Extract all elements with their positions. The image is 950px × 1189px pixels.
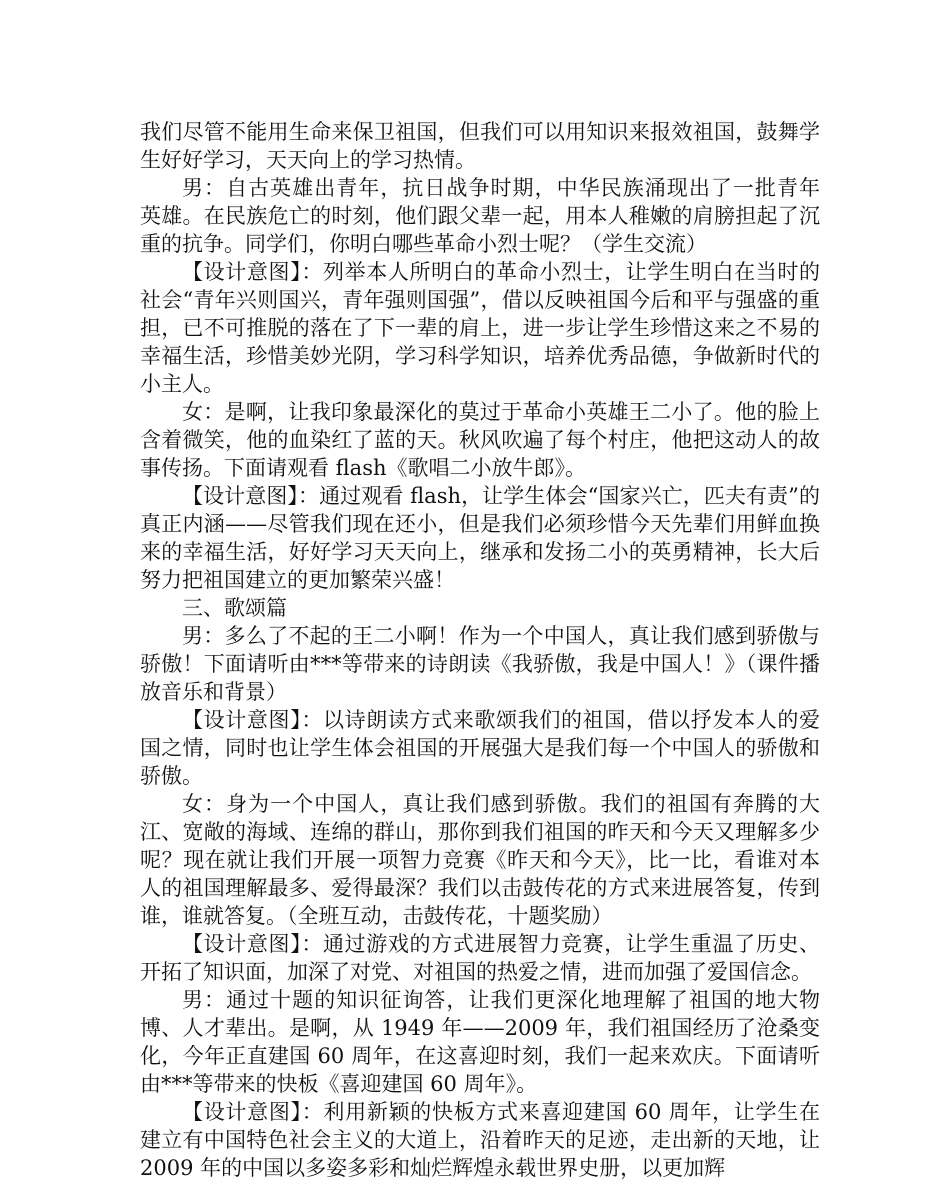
paragraph-female-wang-erxiao: 女：是啊，让我印象最深化的莫过于革命小英雄王二小了。他的脸上含着微笑，他的血染红了蓝的天。秋风吹遍了每个村庄，他把这动人的故事传扬。下面请观看 flash《歌唱二小放牛郎》。: [140, 400, 820, 480]
paragraph-male-anniversary: 男：通过十题的知识征询答，让我们更深化地理解了祖国的地大物博、人才辈出。是啊，从 1949 年——2009 年，我们祖国经历了沧桑变化，今年正直建国 60 周年，在这喜迎时刻，我们一起来欢庆。下面请听由***等带来的快板《喜迎建国 60 周年》。: [140, 988, 820, 1096]
document-page: [140, 118, 841, 1182]
paragraph-intro: 我们尽管不能用生命来保卫祖国，但我们可以用知识来报效祖国，鼓舞学生好好学习，天天向上的学习热情。: [140, 120, 820, 172]
paragraph-design-intent-4: 【设计意图】：通过游戏的方式进展智力竞赛，让学生重温了历史、开拓了知识面，加深了对党、对祖国的热爱之情，进而加强了爱国信念。: [140, 932, 820, 984]
paragraph-design-intent-1: 【设计意图】：列举本人所明白的革命小烈士，让学生明白在当时的社会“青年兴则国兴，青年强则国强”，借以反映祖国今后和平与强盛的重担，已不可推脱的落在了下一辈的肩上，进一步让学生珍惜这来之不易的幸福生活，珍惜美妙光阴，学习科学知识，培养优秀品德，争做新时代的小主人。: [140, 260, 820, 396]
paragraph-design-intent-3: 【设计意图】：以诗朗读方式来歌颂我们的祖国，借以抒发本人的爱国之情，同时也让学生体会祖国的开展强大是我们每一个中国人的骄傲和骄傲。: [140, 708, 820, 788]
paragraph-male-poem: 男：多么了不起的王二小啊！作为一个中国人，真让我们感到骄傲与骄傲！下面请听由***等带来的诗朗读《我骄傲，我是中国人！》（课件播放音乐和背景）: [140, 624, 820, 704]
paragraph-design-intent-2: 【设计意图】：通过观看 flash，让学生体会“国家兴亡，匹夫有责”的真正内涵——尽管我们现在还小，但是我们必须珍惜今天先辈们用鲜血换来的幸福生活，好好学习天天向上，继承和发扬二小的英勇精神，长大后努力把祖国建立的更加繁荣兴盛！: [140, 484, 820, 592]
paragraph-male-heroes: 男：自古英雄出青年，抗日战争时期，中华民族涌现出了一批青年 英雄。在民族危亡的时刻，他们跟父辈一起，用本人稚嫩的肩膀担起了沉重的抗争。同学们，你明白哪些革命小烈士呢？（学生交流）: [140, 176, 841, 256]
paragraph-design-intent-5: 【设计意图】：利用新颖的快板方式来喜迎建国 60 周年，让学生在建立有中国特色社会主义的大道上，沿着昨天的足迹，走出新的天地，让 2009 年的中国以多姿多彩和灿烂辉煌永载世界史册，以更加辉: [140, 1100, 827, 1180]
section-heading-praise: 三、歌颂篇: [182, 596, 287, 620]
paragraph-female-quiz: 女：身为一个中国人，真让我们感到骄傲。我们的祖国有奔腾的大江、宽敞的海域、连绵的群山，那你到我们祖国的昨天和今天又理解多少呢？现在就让我们开展一项智力竞赛《昨天和今天》，比一比，看谁对本人的祖国理解最多、爱得最深？我们以击鼓传花的方式来进展答复，传到谁，谁就答复。（全班互动，击鼓传花，十题奖励）: [140, 792, 820, 928]
